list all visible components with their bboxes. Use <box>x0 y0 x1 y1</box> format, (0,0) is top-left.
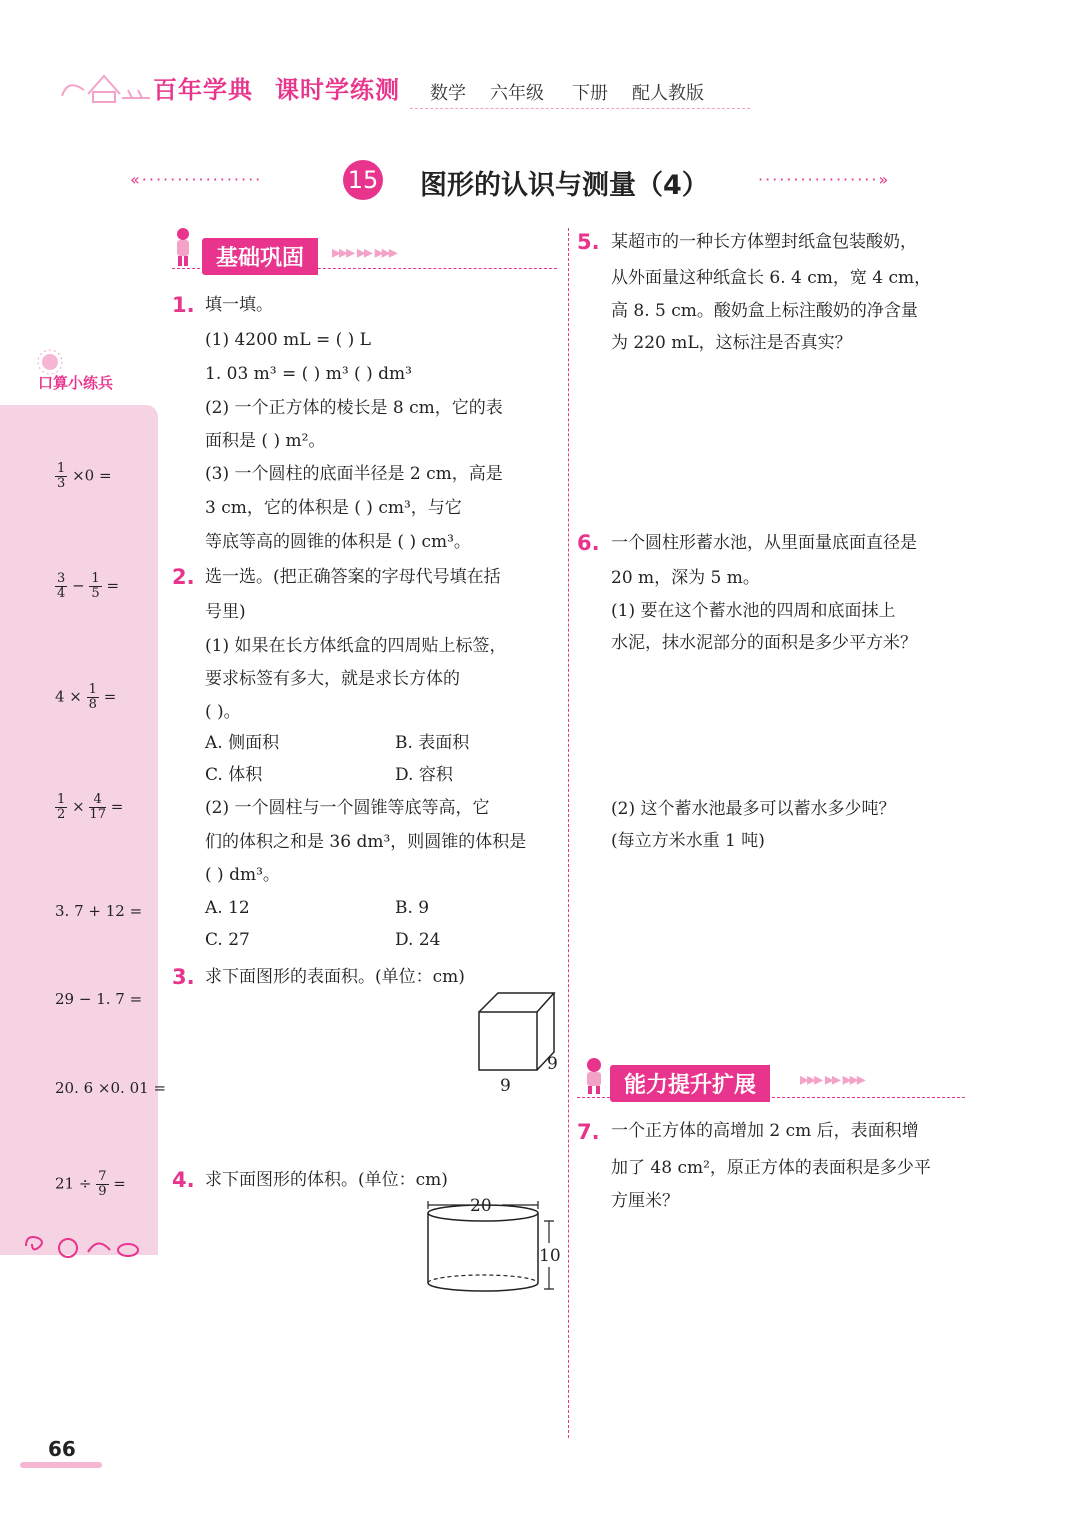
sidebar-swirl-decoration <box>18 1228 148 1264</box>
q6-line: (每立方米水重 1 吨) <box>611 831 765 851</box>
mental-math-item: $\frac{1}{3}$ ×0 = <box>57 461 112 491</box>
cylinder-diameter-label: 20 <box>470 1196 492 1216</box>
q2-option: B. 表面积 <box>395 733 470 753</box>
q1-stem: 填一填。 <box>205 295 273 315</box>
mental-math-sidebar <box>0 405 158 1255</box>
header-edition: 配人教版 <box>632 83 704 104</box>
q2-option: C. 27 <box>205 930 250 950</box>
q5-line: 高 8. 5 cm。酸奶盒上标注酸奶的净含量 <box>611 301 918 321</box>
girl-icon <box>581 1056 607 1096</box>
section-basic-arrows: ▸▸▸ ▸▸ ▸▸▸ <box>332 242 396 263</box>
q3-stem: 求下面图形的表面积。(单位：cm) <box>205 967 465 987</box>
mental-math-item: $\frac{3}{4}$ − $\frac{1}{5}$ = <box>57 571 120 601</box>
section-advanced-divider <box>577 1097 965 1098</box>
q1-line: 3 cm，它的体积是 ( ) cm³，与它 <box>205 498 462 518</box>
q5-line: 从外面量这种纸盒长 6. 4 cm，宽 4 cm， <box>611 268 932 288</box>
q5-number: 5. <box>577 230 600 254</box>
section-advanced-label: 能力提升扩展 <box>610 1065 770 1102</box>
header-grade: 六年级 <box>490 83 544 104</box>
q7-number: 7. <box>577 1120 600 1144</box>
footer-bar <box>20 1462 102 1468</box>
q2-part1: ( )。 <box>205 702 241 722</box>
mental-math-item: $\frac{1}{2}$ × $\frac{4}{17}$ = <box>57 792 124 822</box>
q2-option: D. 24 <box>395 930 441 950</box>
header-term: 下册 <box>572 83 608 104</box>
sidebar-title: 口算小练兵 <box>38 374 114 392</box>
q4-stem: 求下面图形的体积。(单位：cm) <box>205 1170 448 1190</box>
mental-math-item: 21 ÷ $\frac{7}{9}$ = <box>55 1169 126 1199</box>
column-divider <box>568 228 569 1438</box>
q2-option: D. 容积 <box>395 765 453 785</box>
q5-line: 某超市的一种长方体塑封纸盒包装酸奶， <box>611 232 917 252</box>
q1-line: (2) 一个正方体的棱长是 8 cm，它的表 <box>205 398 503 418</box>
section-advanced-arrows: ▸▸▸ ▸▸ ▸▸▸ <box>800 1069 864 1090</box>
q2-part1: (1) 如果在长方体纸盒的四周贴上标签， <box>205 636 507 656</box>
q2-option: A. 侧面积 <box>205 733 280 753</box>
mental-math-item: 4 × $\frac{1}{8}$ = <box>55 682 117 712</box>
q2-part2: 们的体积之和是 36 dm³，则圆锥的体积是 <box>205 832 527 852</box>
girl-icon <box>172 226 194 268</box>
mental-math-item: 3. 7 + 12 = <box>55 902 143 920</box>
brand-name: 百年学典 <box>153 76 253 104</box>
q7-line: 一个正方体的高增加 2 cm 后，表面积增 <box>611 1121 919 1141</box>
cylinder-height-label: 10 <box>539 1246 561 1266</box>
q6-number: 6. <box>577 531 600 555</box>
q1-number: 1. <box>172 293 195 317</box>
q2-part2: ( ) dm³。 <box>205 865 280 885</box>
q6-line: (1) 要在这个蓄水池的四周和底面抹上 <box>611 601 896 621</box>
q1-line: 面积是 ( ) m²。 <box>205 431 326 451</box>
header-underline <box>410 108 750 109</box>
q2-option: A. 12 <box>205 898 250 918</box>
q7-line: 加了 48 cm²，原正方体的表面积是多少平 <box>611 1158 931 1178</box>
lesson-number-badge: 15 <box>343 160 383 200</box>
q1-line: (1) 4200 mL = ( ) L <box>205 330 371 350</box>
q6-line: (2) 这个蓄水池最多可以蓄水多少吨？ <box>611 799 896 819</box>
q1-line: 1. 03 m³ = ( ) m³ ( ) dm³ <box>205 364 412 384</box>
q1-line: (3) 一个圆柱的底面半径是 2 cm，高是 <box>205 464 503 484</box>
q2-stem: 选一选。(把正确答案的字母代号填在括 <box>205 567 501 587</box>
lesson-title: 图形的认识与测量（4） <box>420 170 709 201</box>
q2-number: 2. <box>172 565 195 589</box>
section-basic-label: 基础巩固 <box>202 238 318 275</box>
q2-part2: (2) 一个圆柱与一个圆锥等底等高，它 <box>205 798 490 818</box>
q6-line: 20 m，深为 5 m。 <box>611 568 760 588</box>
q5-line: 为 220 mL，这标注是否真实？ <box>611 333 852 353</box>
q6-line: 一个圆柱形蓄水池，从里面量底面直径是 <box>611 533 917 553</box>
page-number: 66 <box>48 1437 76 1461</box>
cube-edge-label: 9 <box>500 1076 511 1096</box>
q2-stem: 号里) <box>205 602 246 622</box>
q2-option: B. 9 <box>395 898 430 918</box>
q2-part1: 要求标签有多大，就是求长方体的 <box>205 669 460 689</box>
q7-line: 方厘米？ <box>611 1191 679 1211</box>
title-right-dots: ·················» <box>758 170 891 189</box>
q6-line: 水泥，抹水泥部分的面积是多少平方米？ <box>611 633 917 653</box>
mental-math-item: 29 − 1. 7 = <box>55 990 143 1008</box>
brand-series: 课时学练测 <box>275 76 400 104</box>
q1-line: 等底等高的圆锥的体积是 ( ) cm³。 <box>205 532 471 552</box>
mental-math-item: 20. 6 ×0. 01 = <box>55 1079 167 1097</box>
title-left-dots: «················· <box>130 170 263 189</box>
cube-depth-label: 9 <box>547 1054 558 1074</box>
q2-option: C. 体积 <box>205 765 263 785</box>
header-subject: 数学 <box>430 83 466 104</box>
q3-number: 3. <box>172 965 195 989</box>
header-house-decoration <box>58 66 153 106</box>
section-basic-divider <box>172 268 557 269</box>
q4-number: 4. <box>172 1168 195 1192</box>
